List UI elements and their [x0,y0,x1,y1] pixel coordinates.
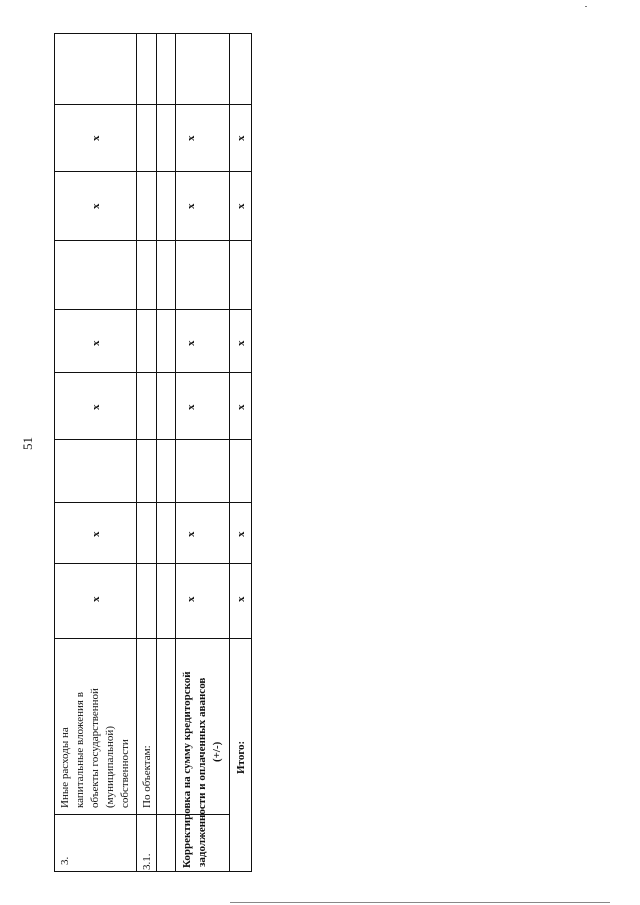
row-label-line: (муниципальной) [104,726,116,808]
rotated-table [54,33,252,872]
row-label-line: объекты государственной [89,688,101,808]
row-label-line: Корректировка на сумму кредиторской [181,671,193,868]
col-divider [55,171,251,172]
cell-x-mark: х [185,340,197,346]
cell-x-mark: х [90,203,102,209]
col-divider [55,309,251,310]
cell-x-mark: х [90,135,102,141]
cell-x-mark: х [185,596,197,602]
row-label-line: (+/-) [211,741,223,762]
col-divider [55,638,251,639]
col-divider [55,563,251,564]
row-label-line: задолженности и оплаченных авансов [196,677,208,867]
row-divider [136,34,137,871]
cell-x-mark: х [235,135,247,141]
cell-x-mark: х [235,531,247,537]
row-number-3-1: 3.1. [141,853,153,870]
cell-x-mark: х [90,340,102,346]
cell-x-mark: х [185,135,197,141]
row-divider [175,34,176,871]
col-divider [55,240,251,241]
row-label-line: капитальные вложения в [74,692,86,808]
scan-mark-bottom [230,902,610,903]
cell-x-mark: х [235,404,247,410]
cell-x-mark: х [185,404,197,410]
cell-x-mark: х [235,203,247,209]
cell-x-mark: х [90,531,102,537]
cell-x-mark: х [235,596,247,602]
row-label-line: По объектам: [141,745,153,808]
cell-x-mark: х [185,203,197,209]
total-label: Итого: [235,740,247,774]
cell-x-mark: х [90,404,102,410]
cell-x-mark: х [235,340,247,346]
cell-x-mark: х [90,596,102,602]
row-divider [229,34,230,871]
cell-x-mark: х [185,531,197,537]
scan-mark-top [585,6,587,7]
col-divider [55,104,251,105]
row-number-3: 3. [59,856,71,865]
row-label-line: собственности [119,739,131,808]
row-divider [156,34,157,871]
row-label-line: Иные расходы на [59,727,71,808]
col-divider [55,372,251,373]
page-number: 51 [20,437,35,450]
col-divider [55,439,251,440]
col-divider [55,502,251,503]
